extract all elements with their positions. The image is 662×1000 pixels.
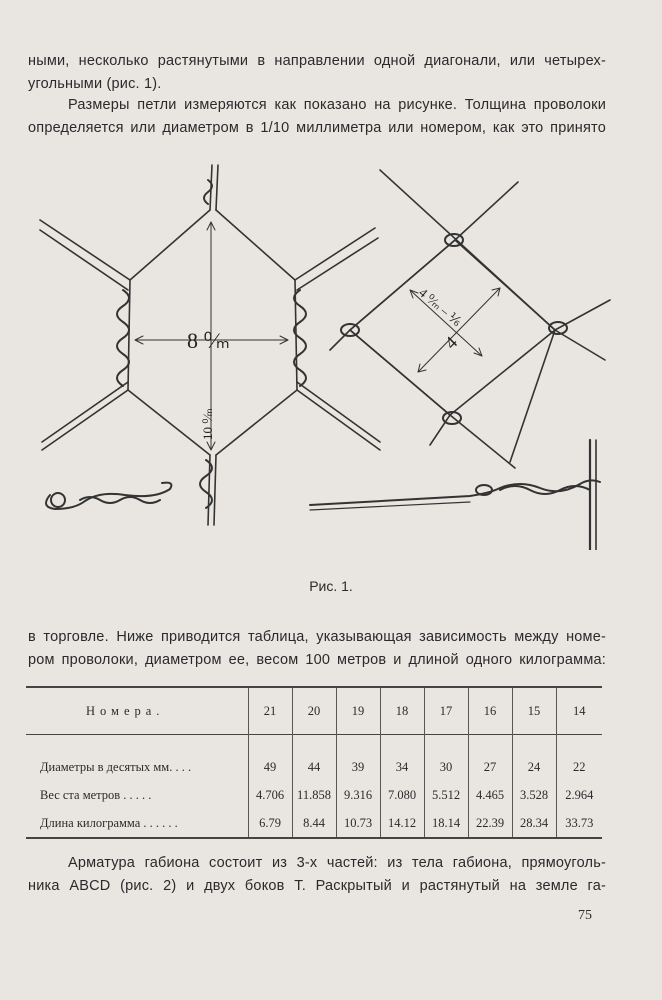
table-row: [26, 735, 602, 782]
header-label: Номера.: [86, 703, 165, 718]
paragraph-intro: [28, 50, 606, 96]
square-side-label: 4: [440, 332, 462, 353]
header-number: 14: [556, 687, 602, 735]
text-line: ными, несколько растянутыми в направлении одной диагонали, или четырех-: [28, 53, 606, 69]
header-number: 19: [336, 687, 380, 735]
table-row: [26, 809, 602, 838]
row-label: Диаметры в десятых мм. . . .: [40, 759, 192, 774]
table-cell: 27: [468, 735, 512, 782]
table-cell: 34: [380, 735, 424, 782]
table-cell: 24: [512, 735, 556, 782]
page-number: 75: [578, 908, 592, 923]
table-cell: 33.73: [556, 809, 602, 838]
square-mesh-drawing: [310, 170, 610, 550]
row-label: Длина килограмма . . . . . .: [40, 815, 178, 830]
table-cell: 49: [248, 735, 292, 782]
table-cell: 2.964: [556, 781, 602, 809]
table-cell: 5.512: [424, 781, 468, 809]
table-cell: 22: [556, 735, 602, 782]
table-cell: 14.12: [380, 809, 424, 838]
text-line: определяется или диаметром в 1/10 миллиметра или номером, как это принято: [28, 120, 606, 136]
row-label: Вес ста метров . . . . .: [40, 787, 152, 802]
paragraph-table-intro: [28, 626, 606, 672]
table-cell: 44: [292, 735, 336, 782]
header-number: 18: [380, 687, 424, 735]
table-cell: 11.858: [292, 781, 336, 809]
text-line: ром проволоки, диаметром ее, весом 100 метров и длиной одного килограмма:: [28, 652, 606, 668]
wire-mesh-figure: [30, 150, 630, 550]
table-cell: 22.39: [468, 809, 512, 838]
table-cell: 28.34: [512, 809, 556, 838]
table-cell: 7.080: [380, 781, 424, 809]
table-cell: 6.79: [248, 809, 292, 838]
text-line: в торговле. Ниже приводится таблица, указывающая зависимость между номе-: [28, 629, 606, 645]
square-diagonal-label: 4 ⁰⁄ₘ – ⅙: [416, 284, 465, 329]
hex-width-label: 8 ⁰⁄ₘ: [187, 328, 230, 353]
table-header-row: [26, 687, 602, 735]
text-line: Арматура габиона состоит из 3-х частей: из тела габиона, прямоуголь-: [68, 855, 606, 871]
table-cell: 30: [424, 735, 468, 782]
text-line: угольными (рис. 1).: [28, 76, 162, 92]
table-cell: 8.44: [292, 809, 336, 838]
figure-caption: Рис. 1.: [309, 578, 353, 594]
wire-gauge-table-container: [26, 686, 602, 839]
header-number: 20: [292, 687, 336, 735]
table-cell: 4.465: [468, 781, 512, 809]
header-number: 15: [512, 687, 556, 735]
header-number: 16: [468, 687, 512, 735]
table-cell: 9.316: [336, 781, 380, 809]
header-number: 17: [424, 687, 468, 735]
table-row: [26, 781, 602, 809]
table-cell: 10.73: [336, 809, 380, 838]
table-cell: 18.14: [424, 809, 468, 838]
text-line: ника ABCD (рис. 2) и двух боков Т. Раскрытый и растянутый на земле га-: [28, 878, 606, 894]
table-cell: 4.706: [248, 781, 292, 809]
header-number: 21: [248, 687, 292, 735]
text-line: Размеры петли измеряются как показано на рисунке. Толщина проволоки: [68, 97, 606, 113]
paragraph-loop-size: [28, 94, 606, 140]
hex-height-label: 10 ⁰⁄ₘ: [200, 408, 215, 440]
paragraph-gabion: [28, 852, 606, 898]
wire-gauge-table: [26, 686, 602, 839]
table-cell: 39: [336, 735, 380, 782]
table-cell: 3.528: [512, 781, 556, 809]
